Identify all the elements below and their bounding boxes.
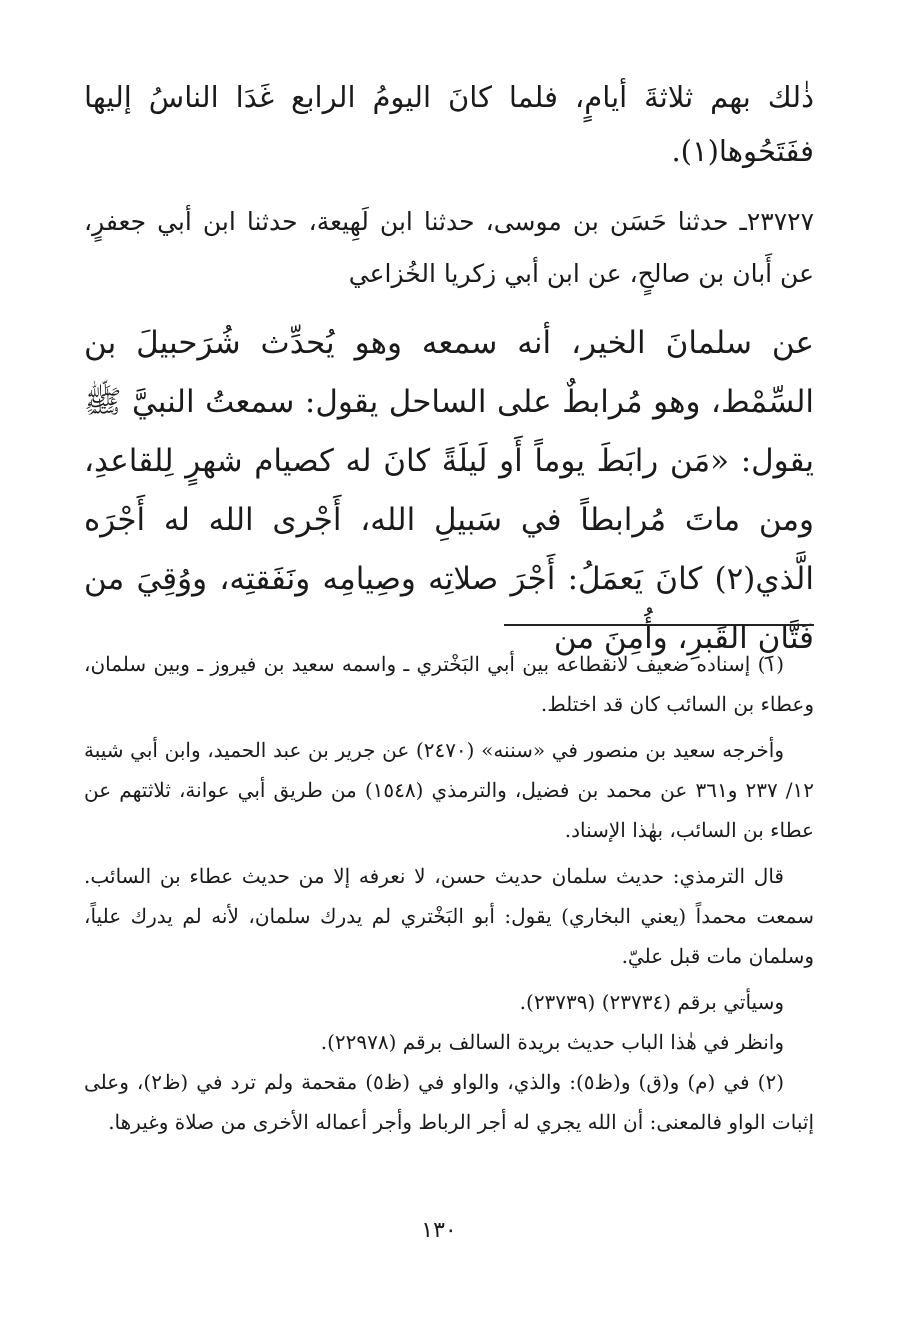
- footnote-1: (١) إسناده ضعيف لانقطاعه بين أبي البَخْتري ـ واسمه سعيد بن فيروز ـ وبين سلمان، وعطاء بن السائب كان قد اختلط.: [84, 652, 814, 716]
- footnotes: [84, 644, 814, 1148]
- hadith-isnad: ٢٣٧٢٧ـ حدثنا حَسَن بن موسى، حدثنا ابن لَهِيعة، حدثنا ابن أبي جعفرٍ، عن أَبان بن صالحٍ، عن ابن أبي زكريا الخُزاعي: [84, 207, 814, 288]
- hadith-matn: عن سلمانَ الخير، أنه سمعه وهو يُحدِّث شُرَحبيلَ بن السِّمْط، وهو مُرابطٌ على الساحل يقول: سمعتُ النبيَّ ﷺ يقول: «مَن رابَطَ يوماً أَو لَيلَةً كانَ له كصيام شهرٍ لِلقاعدِ، ومن ماتَ مُرابطاً في سَبيلِ الله، أَجْرى الله له أَجْرَه الَّذي(٢) كانَ يَعمَلُ: أَجْرَ صلاتِه وصِيامِه ونَفَقتِه، ووُقِيَ من فَتَّانِ القَبرِ، وأُمِنَ من: [84, 325, 814, 656]
- footnote-separator: [504, 624, 814, 626]
- page-number: ١٣٠: [421, 1218, 457, 1243]
- main-text: [84, 70, 814, 668]
- footnote-2: (٢) في (م) و(ق) و(ظ٥): والذي، والواو في (ظ٥) مقحمة ولم ترد في (ظ٢)، وعلى إثبات الواو فالمعنى: أن الله يجري له أجر الرباط وأجر أعماله الأخرى من صلاة وغيرها.: [84, 1070, 814, 1134]
- footnote-1-takhrij: وأخرجه سعيد بن منصور في «سننه» (٢٤٧٠) عن جرير بن عبد الحميد، وابن أبي شيبة ١٢/ ٢٣٧ و٣٦١ عن محمد بن فضيل، والترمذي (١٥٤٨) من طريق أبي عوانة، ثلاثتهم عن عطاء بن السائب، بهٰذا الإسناد.: [84, 738, 815, 842]
- footnote-1-tirmidhi: قال الترمذي: حديث سلمان حديث حسن، لا نعرفه إلا من حديث عطاء بن السائب. سمعت محمداً (يعني البخاري) يقول: أبو البَخْتري لم يدرك سلمان، لأنه لم يدرك علياً، وسلمان مات قبل عليّ.: [84, 864, 814, 968]
- paragraph-continuation: ذٰلك بهم ثلاثةَ أيامٍ، فلما كانَ اليومُ الرابع غَدَا الناسُ إليها ففَتَحُوها(١).: [84, 80, 814, 168]
- footnote-1-refer: وانظر في هٰذا الباب حديث بريدة السالف برقم (٢٢٩٧٨).: [320, 1030, 784, 1054]
- footnote-1-see-also: وسيأتي برقم (٢٣٧٣٤) (٢٣٧٣٩).: [519, 990, 784, 1014]
